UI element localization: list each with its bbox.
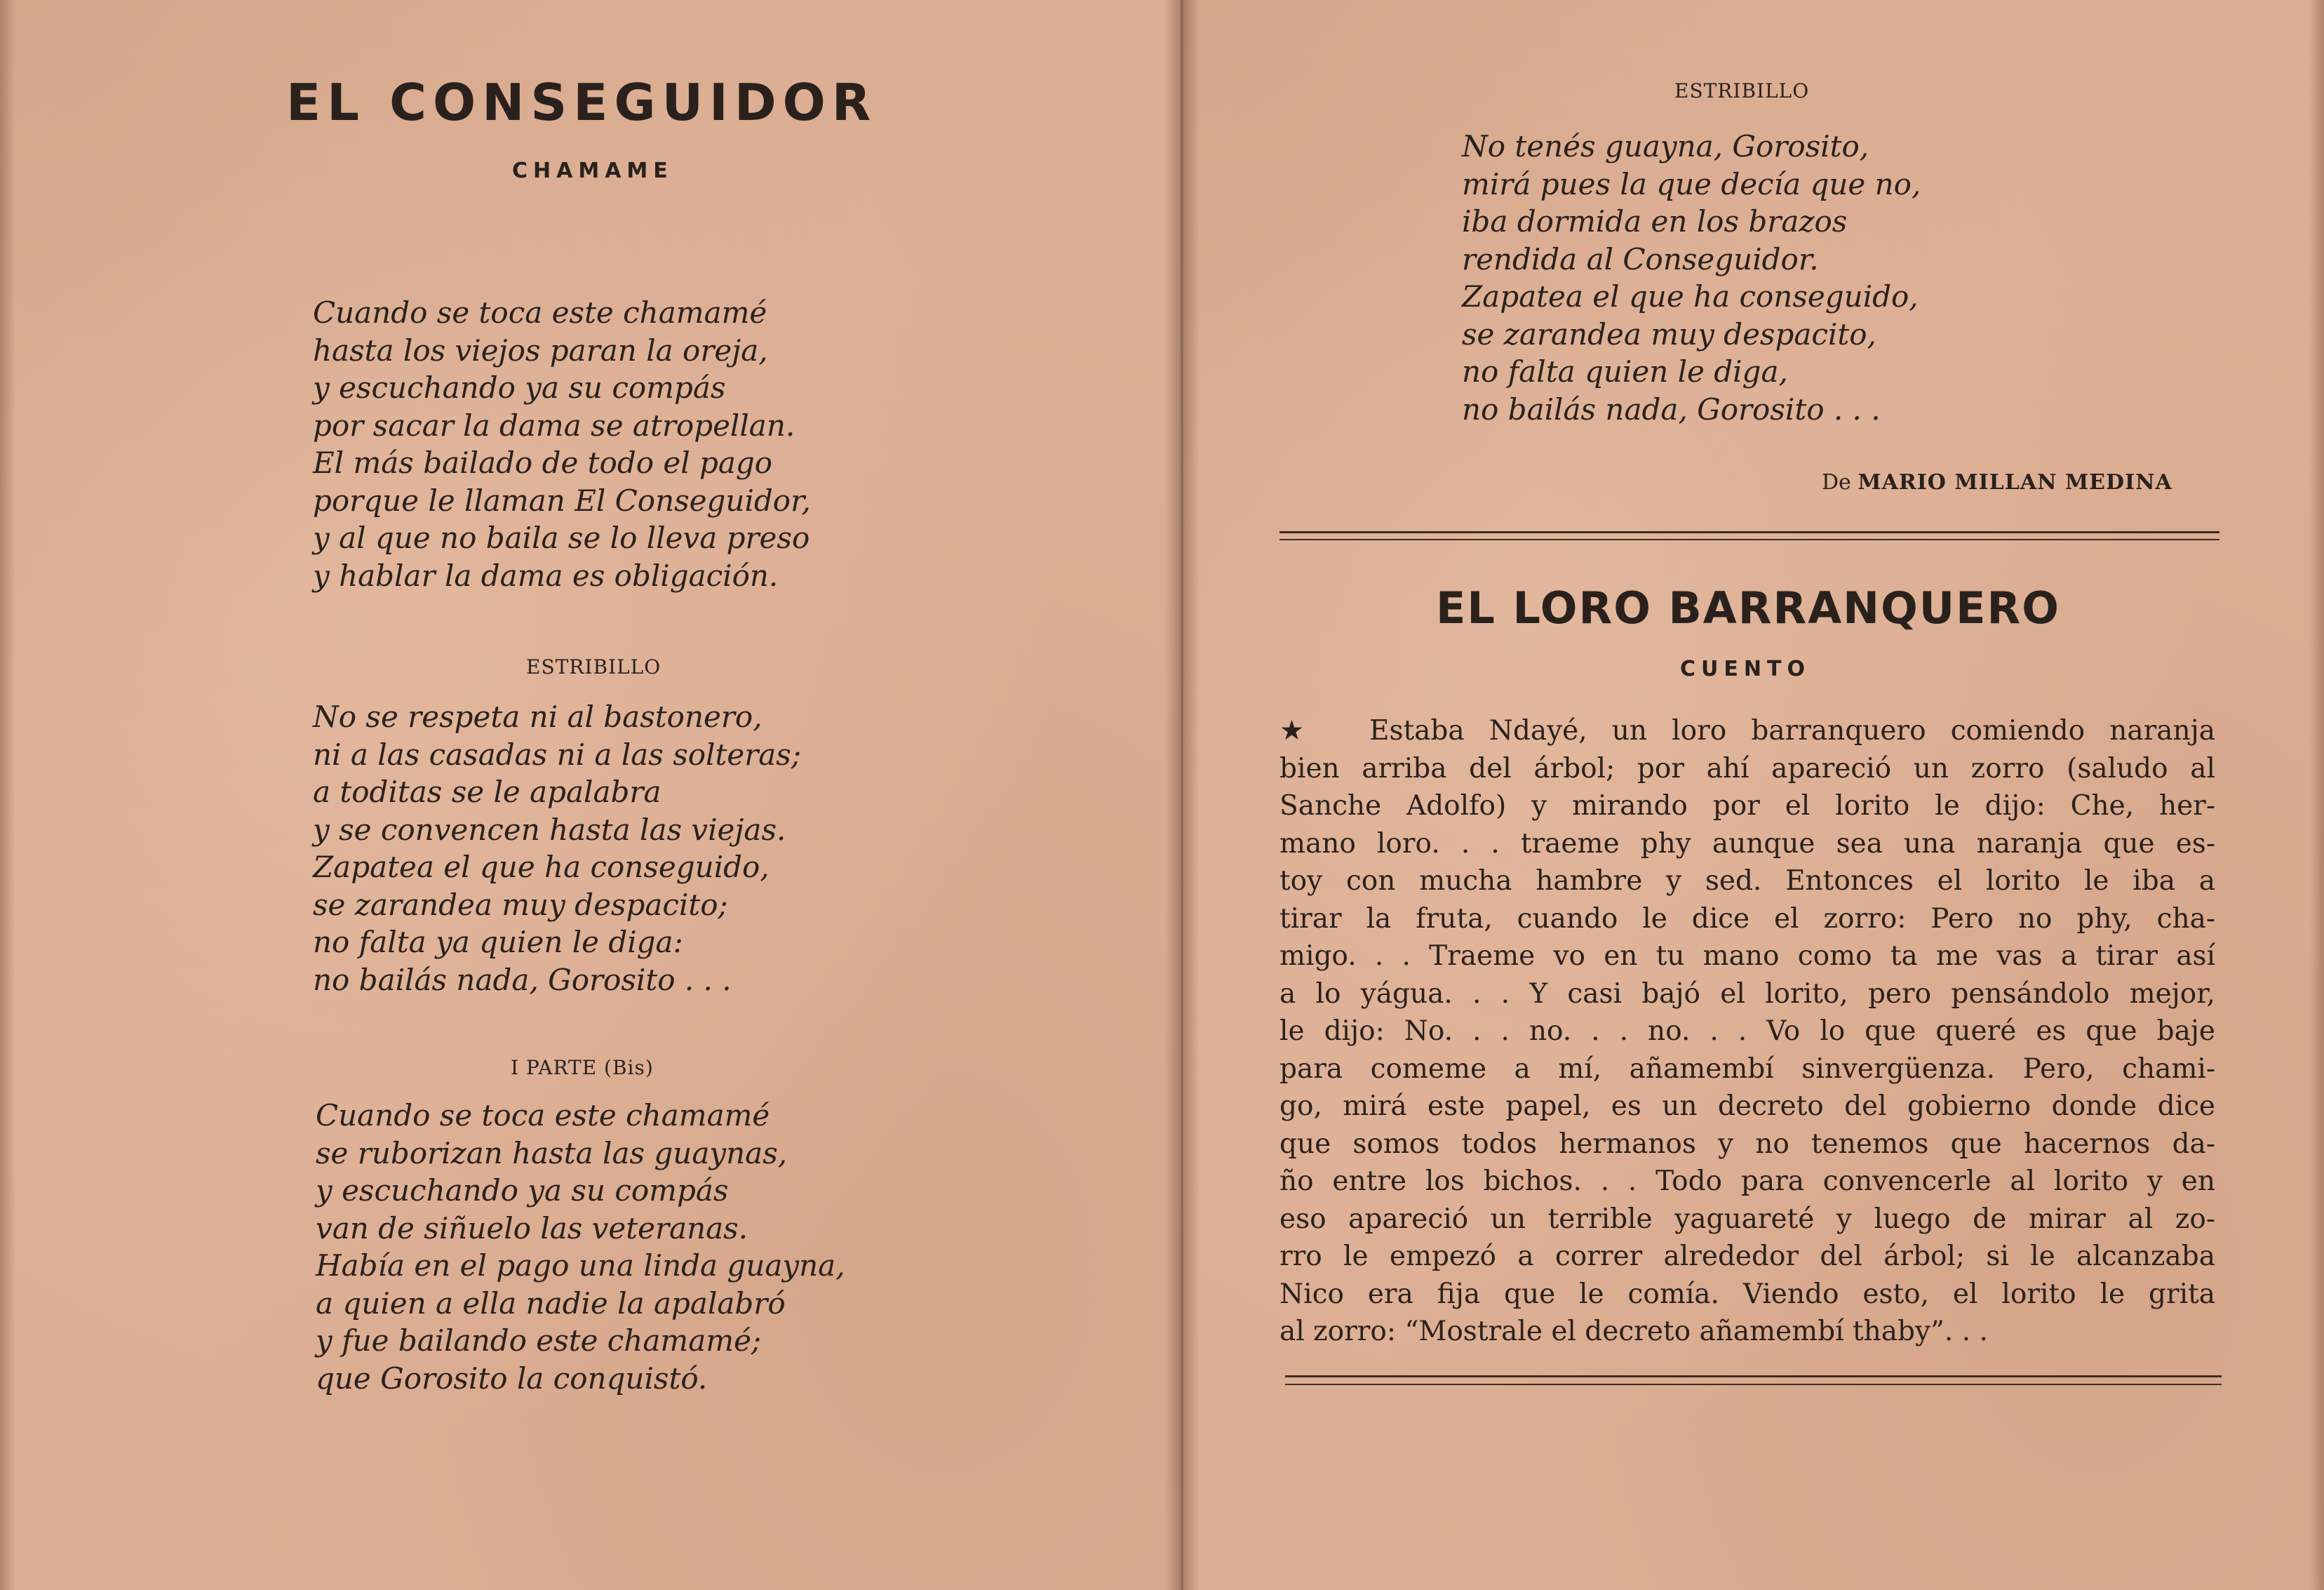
verse-line: Zapatea el que ha conseguido,: [1462, 279, 1919, 314]
stanza-2: [316, 1097, 845, 1397]
verse-line: a toditas se le apalabra: [313, 775, 661, 809]
story-line: para comeme a mí, añamembí sinvergüenza. Pero, chami-: [1279, 1053, 2215, 1085]
story-line: go, mirá este papel, es un decreto del gobierno donde dice: [1279, 1090, 2215, 1122]
credit-prefix: De: [1822, 470, 1851, 495]
star-icon: ★: [1279, 715, 1320, 747]
story-line: toy con mucha hambre y sed. Entonces el lorito le iba a: [1279, 865, 2215, 897]
verse-line: que Gorosito la conquistó.: [316, 1361, 708, 1396]
verse-line: por sacar la dama se atropellan.: [313, 408, 795, 443]
story-line: rro le empezó a correr alrededor del árbol; si le alcanzaba: [1279, 1241, 2215, 1272]
story-line: tirar la fruta, cuando le dice el zorro: Pero no phy, cha-: [1279, 902, 2215, 935]
verse-line: hasta los viejos paran la oreja,: [313, 333, 768, 368]
verse-line: rendida al Conseguidor.: [1462, 241, 1819, 276]
story-line: le dijo: No. . . no. . . no. . . Vo lo que queré es que baje: [1279, 1015, 2215, 1047]
verse-line: No se respeta ni al bastonero,: [313, 700, 763, 734]
story-line: migo. . . Traeme vo en tu mano como ta me vas a tirar así: [1279, 940, 2215, 972]
verse-line: Cuando se toca este chamamé: [313, 295, 767, 330]
story-line: ño entre los bichos. . . Todo para convencerle al lorito y en: [1279, 1165, 2215, 1197]
verse-line: No tenés guayna, Gorosito,: [1462, 129, 1869, 163]
book-gutter: [1164, 0, 1200, 1590]
verse-line: se ruborizan hasta las guaynas,: [316, 1135, 788, 1170]
parte-heading: I PARTE (Bis): [511, 1056, 654, 1079]
page-edge-shadow: [0, 0, 15, 1590]
verse-line: iba dormida en los brazos: [1462, 204, 1848, 239]
verse-line: Había en el pago una linda guayna,: [316, 1248, 845, 1283]
story-line: Sanche Adolfo) y mirando por el lorito le dijo: Che, her-: [1279, 790, 2215, 822]
divider-rule: [1279, 539, 2219, 540]
verse-line: y al que no baila se lo lleva preso: [313, 521, 810, 555]
stanza-1: [313, 294, 811, 594]
verse-line: porque le llaman El Conseguidor,: [313, 483, 811, 518]
story-line: Nico era fija que le comía. Viendo esto, el lorito le grita: [1279, 1278, 2215, 1310]
story-line: que somos todos hermanos y no tenemos que hacernos da-: [1279, 1128, 2215, 1160]
verse-line: a quien a ella nadie la apalabró: [316, 1285, 786, 1321]
story-body: [1279, 712, 2215, 1351]
verse-line: no falta quien le diga,: [1462, 354, 1788, 389]
song-subtitle: CHAMAME: [512, 159, 673, 183]
page-edge-shadow: [2309, 0, 2324, 1590]
story-line: mano loro. . . traeme phy aunque sea una naranja que es-: [1279, 827, 2215, 860]
verse-line: y escuchando ya su compás: [313, 370, 726, 405]
story-line-text: Estaba Ndayé, un loro barranquero comiendo naranja: [1369, 715, 2215, 747]
estribillo-heading: ESTRIBILLO: [1674, 79, 1810, 102]
divider-rule: [1279, 531, 2219, 533]
divider-rule: [1285, 1375, 2222, 1377]
estribillo-stanza: [313, 698, 801, 998]
verse-line: se zarandea muy despacito;: [313, 887, 728, 922]
verse-line: Zapatea el que ha conseguido,: [313, 850, 770, 884]
story-line: eso apareció un terrible yaguareté y luego de mirar al zo-: [1279, 1203, 2215, 1235]
right-page: [1180, 0, 2324, 1590]
story-line: bien arriba del árbol; por ahí apareció un zorro (saludo al: [1279, 752, 2215, 784]
story-title: EL LORO BARRANQUERO: [1436, 582, 2060, 634]
verse-line: no bailás nada, Gorosito . . .: [313, 962, 732, 997]
verse-line: y fue bailando este chamamé;: [316, 1323, 762, 1358]
divider-rule: [1285, 1384, 2222, 1385]
verse-line: se zarandea muy despacito,: [1462, 316, 1876, 352]
estribillo-heading: ESTRIBILLO: [526, 655, 661, 679]
verse-line: El más bailado de todo el pago: [313, 446, 773, 480]
verse-line: y hablar la dama es obligación.: [313, 558, 779, 593]
verse-line: Cuando se toca este chamamé: [316, 1098, 770, 1133]
verse-line: y escuchando ya su compás: [316, 1173, 729, 1208]
song-title: EL CONSEGUIDOR: [286, 73, 878, 132]
estribillo-stanza: [1462, 128, 1921, 428]
verse-line: ni a las casadas ni a las solteras;: [313, 737, 802, 772]
verse-line: no falta ya quien le diga:: [313, 925, 683, 959]
story-line: al zorro: “Mostrale el decreto añamembí thaby”. . .: [1279, 1316, 1988, 1347]
author-credit: [1822, 470, 2172, 495]
story-line: a lo yágua. . . Y casi bajó el lorito, pero pensándolo mejor,: [1279, 977, 2215, 1010]
verse-line: y se convencen hasta las viejas.: [313, 812, 786, 847]
credit-author: MARIO MILLAN MEDINA: [1858, 470, 2172, 495]
verse-line: mirá pues la que decía que no,: [1462, 166, 1921, 201]
story-line: [1279, 712, 2215, 750]
verse-line: van de siñuelo las veteranas.: [316, 1210, 748, 1245]
verse-line: no bailás nada, Gorosito . . .: [1462, 392, 1881, 427]
story-subtitle: CUENTO: [1680, 657, 1811, 681]
